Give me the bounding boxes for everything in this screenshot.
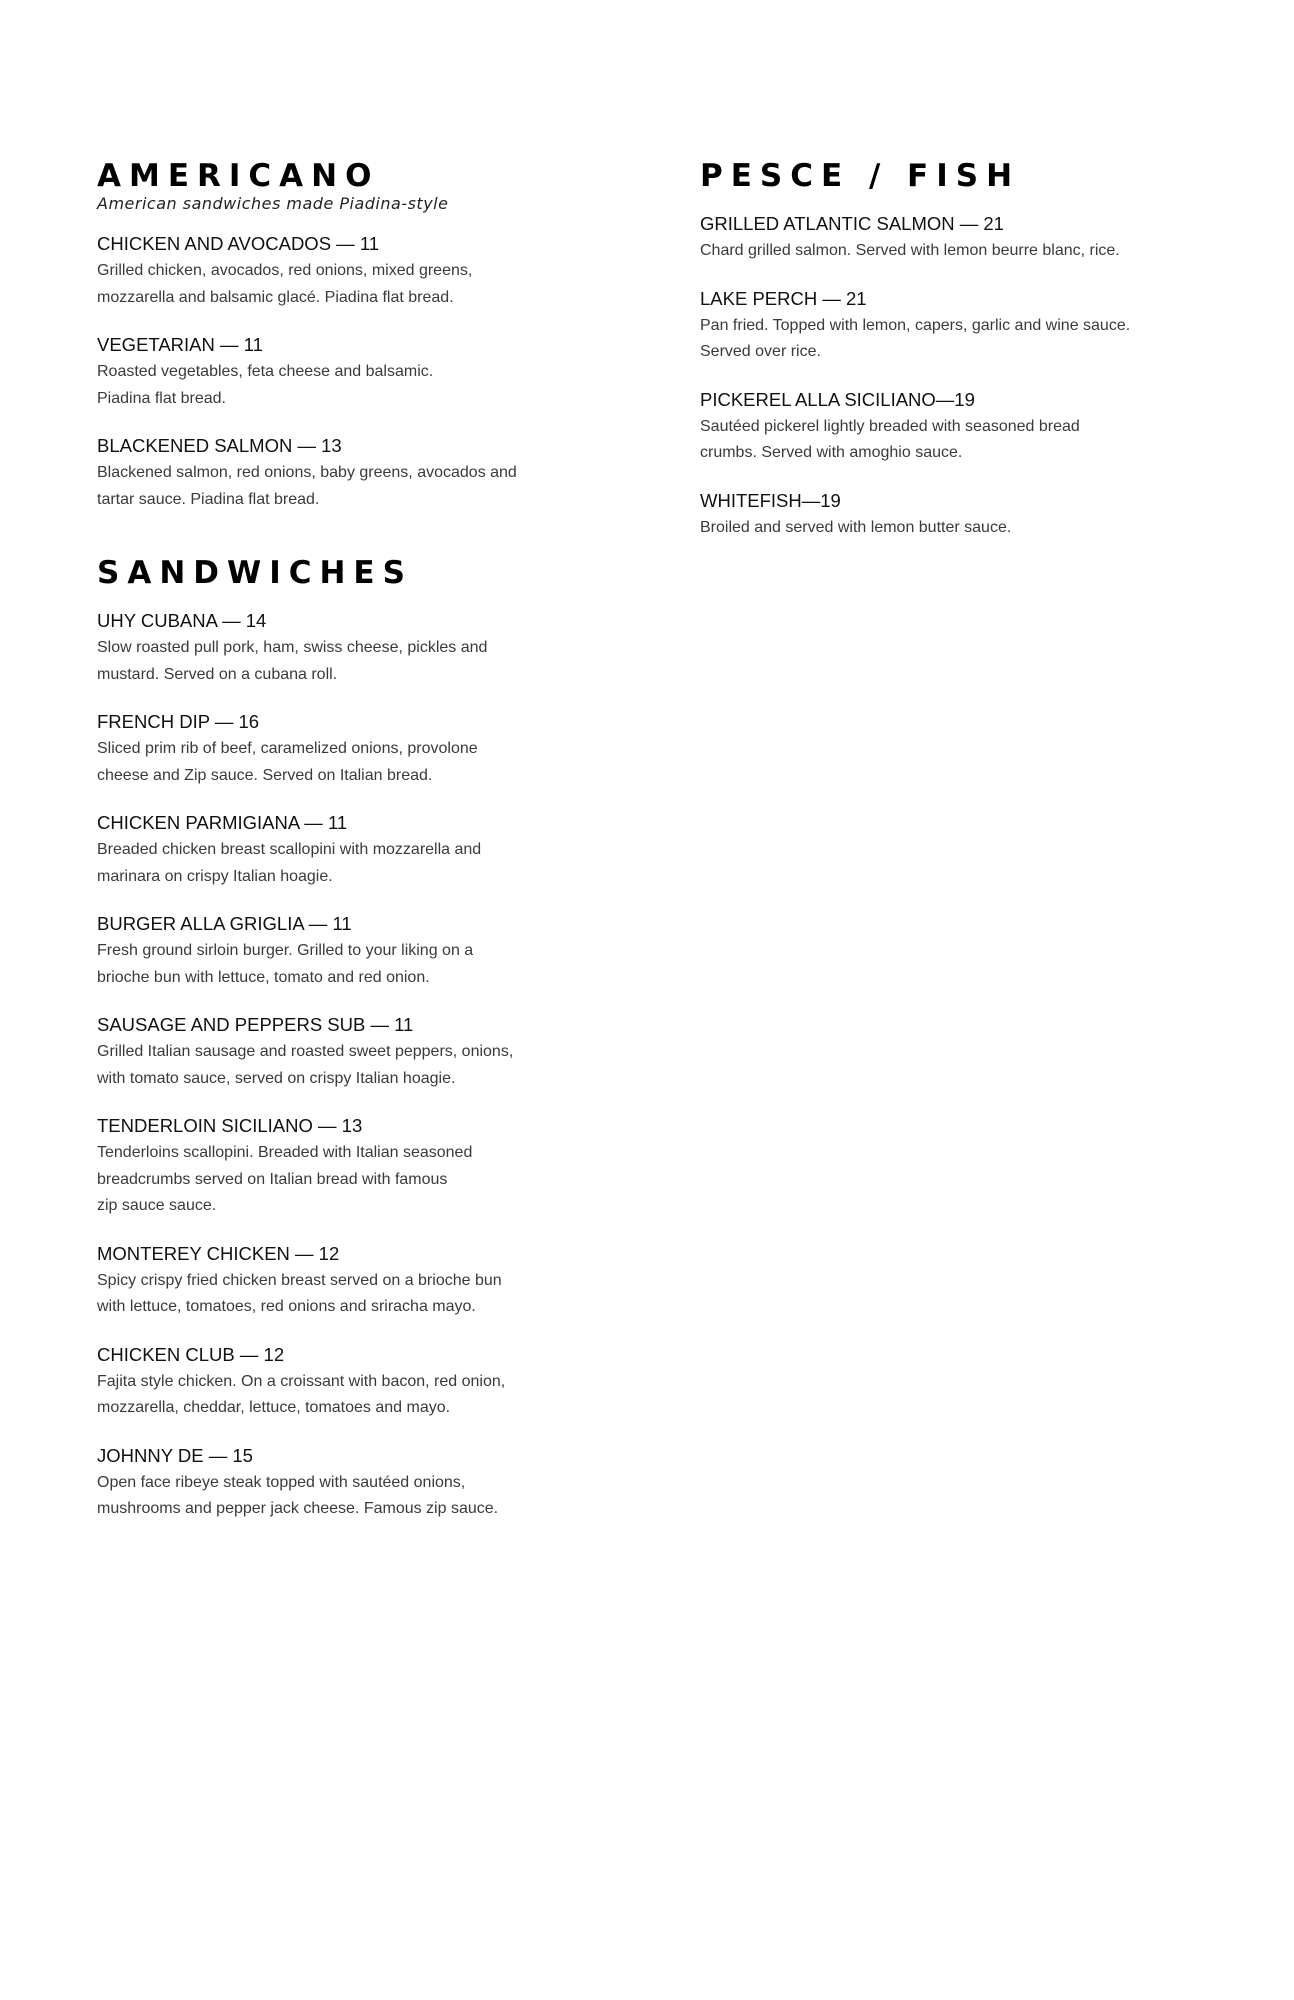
menu-item [700, 388, 1220, 467]
pesce-section [700, 158, 1220, 541]
menu-item [97, 1013, 607, 1092]
menu-item [97, 434, 607, 513]
menu-item-description: Slow roasted pull pork, ham, swiss cheese, pickles and mustard. Served on a cubana roll. [97, 639, 488, 683]
menu-item-description: Grilled Italian sausage and roasted sweet peppers, onions, with tomato sauce, served on crispy Italian hoagie. [97, 1043, 514, 1087]
menu-item [97, 811, 607, 890]
menu-item [700, 212, 1220, 265]
menu-item [700, 489, 1220, 542]
menu-item-name: PICKEREL ALLA SICILIANO—19 [700, 388, 975, 410]
menu-item-name: TENDERLOIN SICILIANO — 13 [97, 1115, 363, 1136]
left-column [97, 158, 607, 1551]
menu-item-description: Sliced prim rib of beef, caramelized onions, provolone cheese and Zip sauce. Served on Italian bread. [97, 740, 478, 784]
menu-item-description: Roasted vegetables, feta cheese and balsamic. Piadina flat bread. [97, 363, 434, 407]
menu-item-name: BLACKENED SALMON — 13 [97, 435, 342, 456]
menu-item-description: Open face ribeye steak topped with sautéed onions, mushrooms and pepper jack cheese. Famous zip sauce. [97, 1473, 499, 1517]
menu-item-description: Broiled and served with lemon butter sauce. [700, 518, 1012, 536]
menu-item-name: WHITEFISH—19 [700, 489, 841, 511]
menu-item [97, 1444, 607, 1523]
menu-item-name: GRILLED ATLANTIC SALMON — 21 [700, 213, 1004, 234]
menu-item-name: LAKE PERCH — 21 [700, 287, 867, 309]
americano-section [97, 158, 607, 513]
menu-item-description: Fajita style chicken. On a croissant with bacon, red onion, mozzarella, cheddar, lettuce, tomatoes and mayo. [97, 1372, 506, 1416]
menu-item [97, 1242, 607, 1321]
menu-item-description: Pan fried. Topped with lemon, capers, garlic and wine sauce. Served over rice. [700, 316, 1131, 360]
menu-item [97, 912, 607, 991]
menu-item-description: Fresh ground sirloin burger. Grilled to your liking on a brioche bun with lettuce, tomato and red onion. [97, 942, 474, 986]
menu-item-description: Chard grilled salmon. Served with lemon beurre blanc, rice. [700, 242, 1120, 259]
menu-item-name: MONTEREY CHICKEN — 12 [97, 1242, 340, 1264]
menu-item [700, 287, 1220, 366]
right-column [700, 158, 1220, 569]
menu-item-description: Sautéed pickerel lightly breaded with seasoned bread crumbs. Served with amoghio sauce. [700, 417, 1080, 461]
menu-item-description: Tenderloins scallopini. Breaded with Italian seasoned breadcrumbs served on Italian bread with famous zip sauce sauce. [97, 1144, 473, 1214]
section-subtitle-americano: American sandwiches made Piadina-style [97, 194, 449, 213]
menu-item-description: Grilled chicken, avocados, red onions, mixed greens, mozzarella and balsamic glacé. Piadina flat bread. [97, 262, 473, 306]
menu-item-name: UHY CUBANA — 14 [97, 610, 267, 631]
menu-item-name: CHICKEN PARMIGIANA — 11 [97, 812, 348, 833]
menu-item-name: JOHNNY DE — 15 [97, 1444, 253, 1466]
section-title-pesce: PESCE / FISH [700, 158, 1021, 194]
section-title-americano: AMERICANO [97, 158, 380, 194]
menu-item-description: Blackened salmon, red onions, baby greens, avocados and tartar sauce. Piadina flat bread. [97, 464, 517, 508]
section-title-sandwiches: SANDWICHES [97, 555, 413, 591]
menu-item-name: VEGETARIAN — 11 [97, 334, 263, 355]
menu-item [97, 1114, 607, 1220]
menu-item-name: SAUSAGE AND PEPPERS SUB — 11 [97, 1014, 414, 1035]
menu-item [97, 1343, 607, 1422]
menu-item-name: BURGER ALLA GRIGLIA — 11 [97, 913, 352, 934]
menu-item-description: Breaded chicken breast scallopini with mozzarella and marinara on crispy Italian hoagie. [97, 841, 482, 885]
menu-item-name: CHICKEN AND AVOCADOS — 11 [97, 233, 380, 254]
menu-item [97, 710, 607, 789]
menu-item-name: FRENCH DIP — 16 [97, 711, 260, 732]
menu-item [97, 232, 607, 311]
sandwiches-section [97, 555, 607, 1523]
menu-item-name: CHICKEN CLUB — 12 [97, 1343, 285, 1365]
menu-item [97, 333, 607, 412]
menu-item-description: Spicy crispy fried chicken breast served on a brioche bun with lettuce, tomatoes, red onions and sriracha mayo. [97, 1271, 502, 1315]
menu-item [97, 609, 607, 688]
